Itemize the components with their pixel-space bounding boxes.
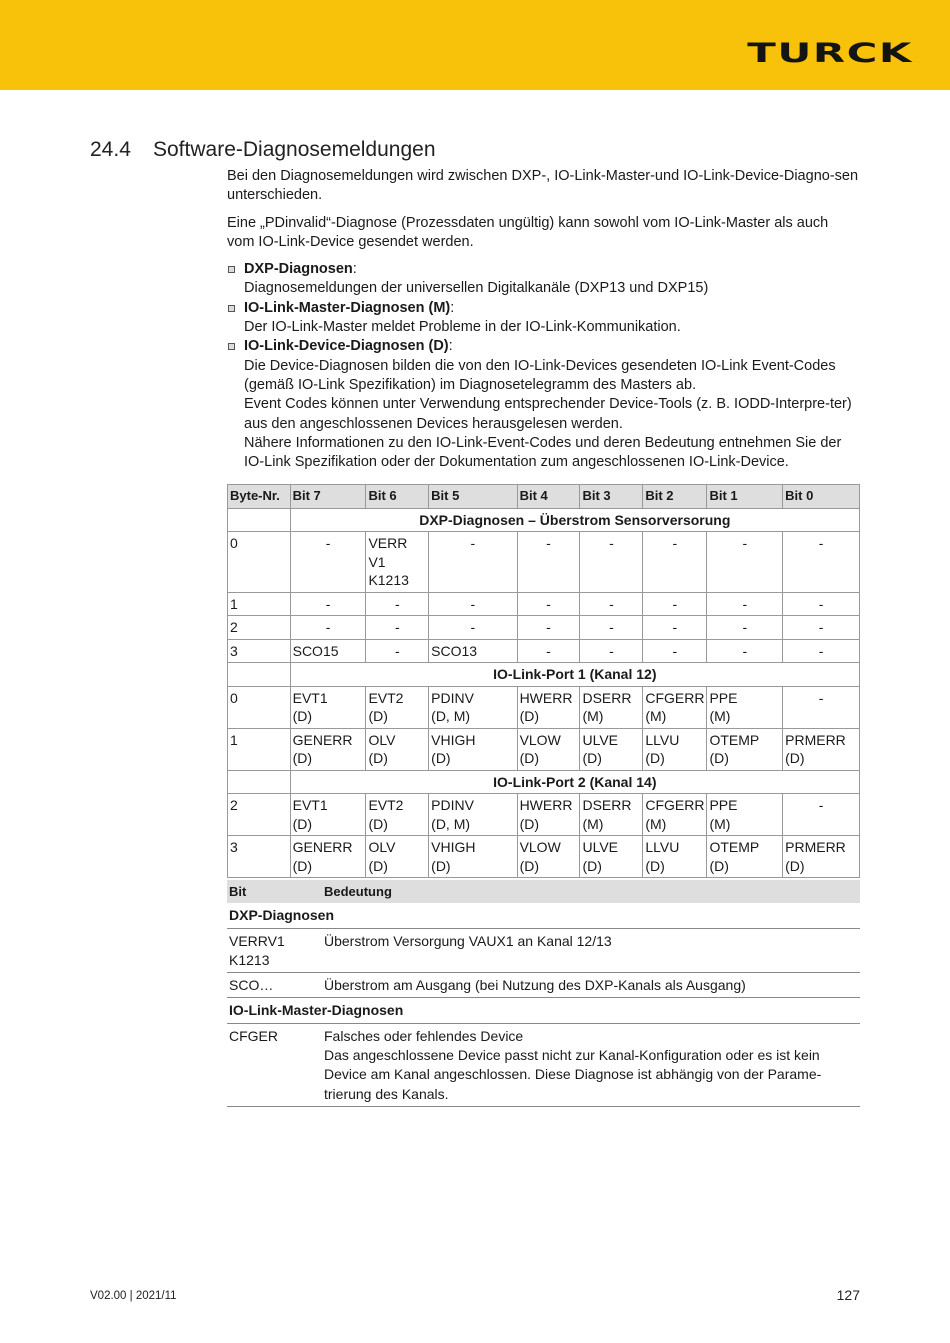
page-number: 127 <box>836 1287 860 1303</box>
group-row <box>227 903 860 928</box>
table-cell: PPE (M) <box>707 794 783 836</box>
table-row <box>227 928 860 973</box>
table-cell: 0 <box>228 532 291 593</box>
table-cell: - <box>580 592 643 616</box>
group-title: IO-Link-Port 1 (Kanal 12) <box>290 663 859 687</box>
bit-meaning-table <box>227 880 860 1107</box>
column-header: Bit <box>227 880 322 903</box>
column-header: Bit 0 <box>783 485 860 509</box>
table-cell: SCO13 <box>429 639 517 663</box>
column-header: Bit 3 <box>580 485 643 509</box>
turck-logo: TURCK <box>747 38 913 69</box>
table-cell: PPE (M) <box>707 686 783 728</box>
table-cell: EVT1 (D) <box>290 794 366 836</box>
table-cell: - <box>707 616 783 640</box>
column-header: Bit 5 <box>429 485 517 509</box>
table-cell: VHIGH (D) <box>429 728 517 770</box>
bit-table-header <box>227 880 860 903</box>
column-header: Bit 2 <box>643 485 707 509</box>
group-title: DXP-Diagnosen – Überstrom Sensorversorung <box>290 508 859 532</box>
table-cell: - <box>643 616 707 640</box>
table-cell: - <box>707 592 783 616</box>
bit-meaning: Überstrom Versorgung VAUX1 an Kanal 12/13 <box>322 928 860 973</box>
table-row <box>227 1023 860 1106</box>
table-cell: PRMERR (D) <box>783 836 860 878</box>
table-cell: - <box>643 532 707 593</box>
table-cell: - <box>580 532 643 593</box>
column-header: Bit 4 <box>517 485 580 509</box>
table-row <box>228 639 860 663</box>
list-item: DXP-Diagnosen: Diagnosemeldungen der universellen Digitalkanäle (DXP13 und DXP15) <box>227 260 859 299</box>
table-cell: PDINV (D, M) <box>429 794 517 836</box>
table-cell: HWERR (D) <box>517 686 580 728</box>
table-cell: - <box>783 592 860 616</box>
table-cell: 1 <box>228 592 291 616</box>
table-row <box>228 532 860 593</box>
table-cell: 1 <box>228 728 291 770</box>
table-cell: EVT1 (D) <box>290 686 366 728</box>
list-item-title: IO-Link-Device-Diagnosen (D) <box>244 338 449 355</box>
bit-name: SCO… <box>227 973 322 998</box>
page-header <box>0 0 950 90</box>
table-row <box>228 794 860 836</box>
table-cell: - <box>580 639 643 663</box>
table-cell: - <box>517 639 580 663</box>
table-cell: 0 <box>228 686 291 728</box>
table-cell: - <box>783 794 860 836</box>
table-cell: PDINV (D, M) <box>429 686 517 728</box>
table-cell: - <box>366 639 429 663</box>
list-item-text: Die Device-Diagnosen bilden die von den IO-Link-Devices gesendeten IO-Link Event-Codes (gemäß IO-Link Spezifikation) im Diagnosetelegramm des Masters ab. Event Codes können unter Verwendung entsprechender Device-Tools (z. B. IODD-Interpre-ter) aus den angeschlossenen Devices herausgelesen werden. Nähere Informationen zu den IO-Link-Event-Codes und deren Bedeutung entnehmen Sie der IO-Link Spezifikation oder der Dokumentation zum angeschlossenen IO-Link-Device. <box>244 357 852 471</box>
table-cell: EVT2 (D) <box>366 686 429 728</box>
diagnosis-byte-table <box>227 484 860 878</box>
table-cell: - <box>290 592 366 616</box>
table-cell: EVT2 (D) <box>366 794 429 836</box>
table-cell: LLVU (D) <box>643 836 707 878</box>
empty-cell <box>228 770 291 794</box>
table-cell: DSERR (M) <box>580 794 643 836</box>
column-header: Bit 7 <box>290 485 366 509</box>
table-cell: - <box>643 639 707 663</box>
group-row <box>228 770 860 794</box>
table-cell: GENERR (D) <box>290 728 366 770</box>
table-cell: PRMERR (D) <box>783 728 860 770</box>
table-cell: VLOW (D) <box>517 836 580 878</box>
table-cell: VLOW (D) <box>517 728 580 770</box>
table-cell: - <box>366 592 429 616</box>
table-row <box>227 973 860 998</box>
table-cell: - <box>429 616 517 640</box>
diag-table-header <box>228 485 860 509</box>
table-cell: 3 <box>228 639 291 663</box>
table-cell: - <box>517 616 580 640</box>
group-title: IO-Link-Port 2 (Kanal 14) <box>290 770 859 794</box>
table-cell: - <box>290 532 366 593</box>
table-row <box>228 592 860 616</box>
table-cell: - <box>643 592 707 616</box>
section-body <box>227 167 859 472</box>
table-cell: 3 <box>228 836 291 878</box>
table-cell: - <box>517 532 580 593</box>
table-row <box>228 686 860 728</box>
group-row <box>228 663 860 687</box>
group-title: DXP-Diagnosen <box>227 903 860 928</box>
section-heading: Software-Diagnosemeldungen <box>153 138 436 161</box>
table-cell: GENERR (D) <box>290 836 366 878</box>
empty-cell <box>228 663 291 687</box>
table-row <box>228 836 860 878</box>
group-row <box>227 998 860 1023</box>
column-header: Bedeutung <box>322 880 860 903</box>
table-cell: - <box>707 532 783 593</box>
table-cell: DSERR (M) <box>580 686 643 728</box>
table-cell: OLV (D) <box>366 836 429 878</box>
table-cell: - <box>517 592 580 616</box>
footer-version: V02.00 | 2021/11 <box>90 1290 177 1302</box>
bit-name: CFGER <box>227 1023 322 1106</box>
table-cell: ULVE (D) <box>580 836 643 878</box>
table-cell: LLVU (D) <box>643 728 707 770</box>
table-cell: - <box>580 616 643 640</box>
table-cell: VERR V1 K1213 <box>366 532 429 593</box>
intro-paragraph: Bei den Diagnosemeldungen wird zwischen DXP-, IO-Link-Master-und IO-Link-Device-Diagno-sen unterschieden. <box>227 168 859 204</box>
table-cell: 2 <box>228 794 291 836</box>
table-cell: OLV (D) <box>366 728 429 770</box>
table-cell: - <box>366 616 429 640</box>
table-cell: - <box>707 639 783 663</box>
table-row <box>228 728 860 770</box>
table-cell: CFGERR (M) <box>643 794 707 836</box>
list-item: IO-Link-Master-Diagnosen (M): Der IO-Link-Master meldet Probleme in der IO-Link-Kommunikation. <box>227 299 859 338</box>
list-item-text: Der IO-Link-Master meldet Probleme in der IO-Link-Kommunikation. <box>244 319 681 336</box>
section-title <box>90 138 436 162</box>
table-cell: CFGERR (M) <box>643 686 707 728</box>
table-cell: VHIGH (D) <box>429 836 517 878</box>
table-cell: OTEMP (D) <box>707 836 783 878</box>
section-number: 24.4 <box>90 138 131 161</box>
table-cell: - <box>429 532 517 593</box>
diagnosis-type-list <box>227 260 859 472</box>
table-cell: SCO15 <box>290 639 366 663</box>
column-header: Bit 6 <box>366 485 429 509</box>
bit-name: VERRV1 K1213 <box>227 928 322 973</box>
list-item: IO-Link-Device-Diagnosen (D): Die Device-Diagnosen bilden die von den IO-Link-Devices gesendeten IO-Link Event-Codes (gemäß IO-Link Spezifikation) im Diagnosetelegramm des Masters ab. Event Codes können unter Verwendung entsprechender Device-Tools (z. B. IODD-Interpre-ter) aus den angeschlossenen Devices herausgelesen werden. Nähere Informationen zu den IO-Link-Event-Codes und deren Bedeutung entnehmen Sie der IO-Link Spezifikation oder der Dokumentation zum angeschlossenen IO-Link-Device. <box>227 337 859 472</box>
table-cell: HWERR (D) <box>517 794 580 836</box>
table-cell: OTEMP (D) <box>707 728 783 770</box>
table-cell: - <box>783 639 860 663</box>
bit-meaning: Überstrom am Ausgang (bei Nutzung des DXP-Kanals als Ausgang) <box>322 973 860 998</box>
table-cell: - <box>783 532 860 593</box>
column-header: Byte-Nr. <box>228 485 291 509</box>
list-item-title: DXP-Diagnosen <box>244 261 353 278</box>
table-cell: - <box>783 616 860 640</box>
bit-meaning: Falsches oder fehlendes Device Das angeschlossene Device passt nicht zur Kanal-Konfiguration oder es ist kein Device am Kanal angeschlossen. Diese Diagnose ist abhängig von der Parame-trierung des Kanals. <box>322 1023 860 1106</box>
table-row <box>228 616 860 640</box>
list-item-title: IO-Link-Master-Diagnosen (M) <box>244 299 451 316</box>
group-title: IO-Link-Master-Diagnosen <box>227 998 860 1023</box>
table-cell: 2 <box>228 616 291 640</box>
list-item-text: Diagnosemeldungen der universellen Digitalkanäle (DXP13 und DXP15) <box>244 280 709 297</box>
table-cell: - <box>290 616 366 640</box>
column-header: Bit 1 <box>707 485 783 509</box>
group-row <box>228 508 860 532</box>
table-cell: - <box>429 592 517 616</box>
pdinvalid-paragraph: Eine „PDinvalid“-Diagnose (Prozessdaten ungültig) kann sowohl vom IO-Link-Master als auch vom IO-Link-Device gesendet werden. <box>227 214 829 250</box>
table-cell: ULVE (D) <box>580 728 643 770</box>
table-cell: - <box>783 686 860 728</box>
empty-cell <box>228 508 291 532</box>
